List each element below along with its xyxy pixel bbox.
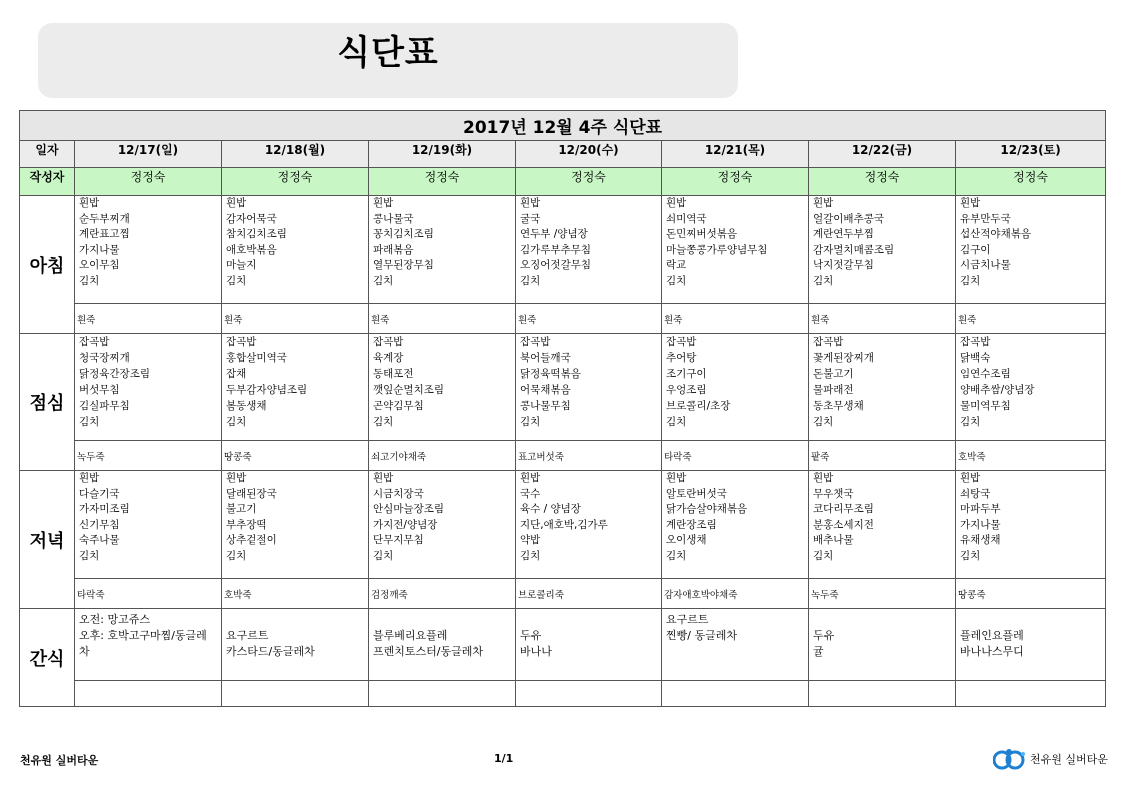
snack-item: 오전: 망고쥬스 [79, 613, 150, 626]
footer-page-number: 1/1 [494, 752, 514, 765]
snack-cell [516, 609, 662, 681]
porridge-cell: 표고버섯죽 [516, 441, 662, 471]
menu-item: 곤약김무침 [373, 400, 424, 412]
menu-item: 물파래전 [813, 384, 854, 396]
menu-item: 브로콜리/초장 [666, 400, 731, 412]
menu-item: 조기구이 [666, 368, 707, 380]
porridge-cell: 쇠고기야채죽 [369, 441, 516, 471]
menu-item: 김치 [373, 416, 394, 428]
snack-item [520, 612, 661, 628]
snack-item: 플레인요플레 [960, 629, 1024, 642]
meal-items-cell [662, 471, 809, 579]
menu-item: 락교 [666, 259, 687, 271]
menu-item: 김치 [813, 549, 834, 562]
meal-items-cell [956, 334, 1106, 441]
menu-item: 알토란버섯국 [666, 487, 727, 500]
meal-items-cell [222, 471, 369, 579]
porridge-cell: 땅콩죽 [956, 579, 1106, 609]
menu-item: 무우챗국 [813, 487, 854, 500]
snack-cell [662, 609, 809, 681]
menu-item: 잡곡밥 [79, 336, 110, 348]
menu-item: 마늘지 [226, 259, 257, 271]
porridge-cell: 타락죽 [662, 441, 809, 471]
menu-item: 김치 [960, 416, 981, 428]
footer-logo [993, 744, 1108, 774]
menu-item: 낙지젓갈무침 [813, 259, 874, 271]
menu-item: 깻잎순멸치조림 [373, 384, 445, 396]
cook-cell: 정정숙 [956, 168, 1106, 196]
meal-items-cell [956, 471, 1106, 579]
menu-item: 닭정육간장조림 [79, 368, 151, 380]
porridge-cell: 검정깨죽 [369, 579, 516, 609]
menu-item: 김치 [79, 274, 100, 287]
menu-item: 김치 [666, 274, 687, 287]
menu-item: 분홍소세지전 [813, 518, 874, 531]
menu-item: 청국장찌개 [79, 352, 130, 364]
snack-label: 간식 [20, 609, 75, 707]
meal-label: 점심 [20, 334, 75, 471]
meal-items-cell [809, 334, 956, 441]
meal-items-cell [516, 334, 662, 441]
snack-empty-cell [956, 681, 1106, 707]
menu-item: 동태포전 [373, 368, 414, 380]
menu-item: 김치 [960, 549, 981, 562]
date-cell: 12/17(일) [75, 141, 222, 168]
meal-items-cell [369, 471, 516, 579]
snack-item [373, 612, 515, 628]
meal-items-cell [369, 334, 516, 441]
menu-item: 김치 [79, 549, 100, 562]
cook-cell: 정정숙 [222, 168, 369, 196]
menu-item: 꽃게된장찌개 [813, 352, 874, 364]
menu-item: 계란장조림 [666, 518, 717, 531]
porridge-cell: 흰죽 [516, 304, 662, 334]
snack-empty-cell [75, 681, 222, 707]
menu-item: 김치 [226, 416, 247, 428]
meal-items-cell [809, 471, 956, 579]
snack-item [960, 612, 1105, 628]
snack-empty-cell [662, 681, 809, 707]
menu-item: 김구이 [960, 243, 991, 256]
menu-item: 육계장 [373, 352, 404, 364]
footer-org: 천유원 실버타운 [20, 754, 99, 767]
cook-cell: 정정숙 [662, 168, 809, 196]
cook-cell: 정정숙 [75, 168, 222, 196]
date-cell: 12/20(수) [516, 141, 662, 168]
menu-item: 파래볶음 [373, 243, 414, 256]
menu-item: 꽁치김치조림 [373, 228, 434, 240]
porridge-cell: 감자애호박야채죽 [662, 579, 809, 609]
snack-item: 두유 [520, 629, 542, 642]
menu-item: 섭산적야채볶음 [960, 228, 1032, 240]
menu-item: 지단,애호박,김가루 [520, 518, 608, 531]
porridge-cell: 흰죽 [222, 304, 369, 334]
menu-item: 열무된장무침 [373, 259, 434, 271]
menu-item: 흰밥 [960, 197, 981, 209]
menu-item: 두부감자양념조림 [226, 384, 308, 396]
cook-cell: 정정숙 [809, 168, 956, 196]
porridge-cell: 브로콜리죽 [516, 579, 662, 609]
menu-item: 오이생채 [666, 534, 707, 546]
menu-item: 흰밥 [79, 197, 100, 209]
date-cell: 12/19(화) [369, 141, 516, 168]
porridge-cell: 땅콩죽 [222, 441, 369, 471]
menu-item: 콩나물국 [373, 212, 414, 225]
menu-item: 흰밥 [226, 472, 247, 484]
snack-empty-cell [516, 681, 662, 707]
meal-items-cell [75, 471, 222, 579]
menu-item: 애호박볶음 [226, 243, 277, 256]
menu-item: 단무지무침 [373, 534, 424, 546]
porridge-cell: 팥죽 [809, 441, 956, 471]
menu-item: 가지나물 [960, 518, 1001, 531]
snack-cell [222, 609, 369, 681]
menu-item: 안심마늘장조림 [373, 503, 445, 515]
meal-items-cell [662, 196, 809, 304]
snack-item: 바나나스무디 [960, 645, 1024, 658]
menu-item: 유부만두국 [960, 212, 1011, 225]
menu-item: 시금치나물 [960, 259, 1011, 271]
porridge-cell: 호박죽 [956, 441, 1106, 471]
menu-item: 김실파무침 [79, 400, 130, 412]
snack-empty-cell [222, 681, 369, 707]
menu-item: 어묵채볶음 [520, 384, 571, 396]
menu-item: 추어탕 [666, 352, 697, 364]
menu-item: 임연수조림 [960, 368, 1011, 380]
menu-item: 계란표고찜 [79, 228, 130, 240]
snack-item: 요구르트 [666, 613, 709, 626]
snack-item: 요구르트 [226, 629, 269, 642]
menu-item: 김치 [226, 549, 247, 562]
menu-item: 동초무생채 [813, 400, 864, 412]
week-title: 2017년 12월 4주 식단표 [20, 111, 1106, 141]
menu-item: 약밥 [520, 534, 541, 546]
menu-item: 돈불고기 [813, 368, 854, 380]
meal-label: 저녁 [20, 471, 75, 609]
menu-item: 얼갈이배추콩국 [813, 212, 885, 225]
menu-item: 버섯무침 [79, 384, 120, 396]
menu-item: 잡곡밥 [960, 336, 991, 348]
menu-item: 잡곡밥 [520, 336, 551, 348]
menu-item: 김치 [813, 416, 834, 428]
menu-item: 상추겉절이 [226, 534, 277, 546]
menu-item: 가지전/양념장 [373, 518, 438, 531]
menu-item: 잡곡밥 [666, 336, 697, 348]
menu-item: 닭정육떡볶음 [520, 368, 581, 380]
porridge-cell: 녹두죽 [75, 441, 222, 471]
meal-items-cell [369, 196, 516, 304]
menu-item: 흰밥 [373, 472, 394, 484]
menu-item: 흰밥 [813, 197, 834, 209]
menu-item: 흰밥 [226, 197, 247, 209]
menu-item: 굴국 [520, 212, 541, 225]
meal-items-cell [75, 334, 222, 441]
menu-item: 유채생채 [960, 534, 1001, 546]
menu-item: 김치 [226, 274, 247, 287]
menu-item: 흰밥 [79, 472, 100, 484]
menu-item: 김가루부추무침 [520, 243, 592, 256]
date-cell: 12/23(토) [956, 141, 1106, 168]
porridge-cell: 흰죽 [662, 304, 809, 334]
menu-item: 마파두부 [960, 503, 1001, 515]
snack-item: 두유 [813, 629, 835, 642]
menu-item: 김치 [520, 416, 541, 428]
snack-item: 찐빵/ 동글레차 [666, 629, 737, 642]
meal-items-cell [222, 334, 369, 441]
org-logo-icon [993, 746, 1027, 772]
page-title: 식단표 [337, 33, 439, 73]
menu-item: 김치 [666, 549, 687, 562]
porridge-cell: 흰죽 [369, 304, 516, 334]
menu-item: 다슬기국 [79, 487, 120, 500]
menu-item: 계란연두부찜 [813, 228, 874, 240]
menu-item: 봄동생채 [226, 400, 267, 412]
menu-item: 돈민찌버섯볶음 [666, 228, 738, 240]
menu-item: 신기무침 [79, 518, 120, 531]
menu-item: 북어들깨국 [520, 352, 571, 364]
menu-item: 감자멸치매콤조림 [813, 243, 895, 256]
menu-item: 쇠미역국 [666, 212, 707, 225]
meal-items-cell [222, 196, 369, 304]
menu-item: 흰밥 [813, 472, 834, 484]
menu-item: 순두부찌개 [79, 212, 130, 225]
meal-items-cell [662, 334, 809, 441]
menu-item: 김치 [666, 416, 687, 428]
date-cell: 12/22(금) [809, 141, 956, 168]
porridge-cell: 흰죽 [75, 304, 222, 334]
cook-header-label: 작성자 [20, 168, 75, 196]
menu-item: 홍합살미역국 [226, 352, 287, 364]
menu-item: 김치 [813, 274, 834, 287]
snack-cell [369, 609, 516, 681]
title-banner [38, 23, 738, 98]
menu-item: 달래된장국 [226, 487, 277, 500]
menu-item: 물미역무침 [960, 400, 1011, 412]
logo-text: 천유원 실버타운 [1030, 753, 1108, 766]
menu-item: 배추나물 [813, 534, 854, 546]
snack-empty-cell [809, 681, 956, 707]
snack-item: 블루베리요플레 [373, 629, 448, 642]
porridge-cell: 흰죽 [809, 304, 956, 334]
menu-item: 불고기 [226, 503, 257, 515]
meal-items-cell [956, 196, 1106, 304]
snack-item [226, 612, 368, 628]
menu-item: 닭백숙 [960, 352, 991, 364]
snack-cell [956, 609, 1106, 681]
meal-items-cell [809, 196, 956, 304]
menu-item: 부추장떡 [226, 518, 267, 531]
menu-item: 오징어젓갈무침 [520, 259, 592, 271]
menu-item: 흰밥 [666, 197, 687, 209]
menu-item: 흰밥 [520, 472, 541, 484]
porridge-cell: 흰죽 [956, 304, 1106, 334]
menu-item: 흰밥 [666, 472, 687, 484]
menu-item: 양배추쌈/양념장 [960, 384, 1035, 396]
menu-item: 잡곡밥 [813, 336, 844, 348]
menu-item: 김치 [520, 274, 541, 287]
menu-item: 숙주나물 [79, 534, 120, 546]
menu-item: 쇠탕국 [960, 487, 991, 500]
menu-item: 마늘쫑콩가루양념무침 [666, 243, 768, 256]
menu-table [19, 110, 1106, 707]
snack-cell [809, 609, 956, 681]
meal-items-cell [75, 196, 222, 304]
snack-item: 프렌치토스터/동글레차 [373, 645, 483, 658]
menu-item: 김치 [79, 416, 100, 428]
menu-item: 코다리무조림 [813, 503, 874, 515]
menu-item: 가지나물 [79, 243, 120, 256]
porridge-cell: 녹두죽 [809, 579, 956, 609]
snack-item: 카스타드/동글레차 [226, 645, 315, 658]
menu-item: 잡곡밥 [226, 336, 257, 348]
snack-item: 차 [79, 645, 90, 658]
snack-cell [75, 609, 222, 681]
menu-item: 오이무침 [79, 259, 120, 271]
snack-empty-cell [369, 681, 516, 707]
snack-item [813, 612, 955, 628]
menu-item: 참치김치조림 [226, 228, 287, 240]
menu-item: 흰밥 [373, 197, 394, 209]
date-cell: 12/21(목) [662, 141, 809, 168]
date-header-label: 일자 [20, 141, 75, 168]
porridge-cell: 호박죽 [222, 579, 369, 609]
meal-label: 아침 [20, 196, 75, 334]
cook-cell: 정정숙 [516, 168, 662, 196]
menu-item: 육수 / 양념장 [520, 503, 581, 515]
menu-item: 김치 [520, 549, 541, 562]
menu-item: 잡곡밥 [373, 336, 404, 348]
meal-items-cell [516, 471, 662, 579]
date-cell: 12/18(월) [222, 141, 369, 168]
menu-item: 흰밥 [960, 472, 981, 484]
snack-item: 귤 [813, 645, 824, 658]
porridge-cell: 타락죽 [75, 579, 222, 609]
menu-item: 감자어묵국 [226, 212, 277, 225]
menu-item: 김치 [373, 549, 394, 562]
menu-item: 흰밥 [520, 197, 541, 209]
menu-item: 닭가슴살야채볶음 [666, 503, 748, 515]
menu-item: 김치 [373, 274, 394, 287]
menu-item: 국수 [520, 487, 541, 500]
menu-item: 콩나물무침 [520, 400, 571, 412]
menu-item: 잡채 [226, 368, 247, 380]
menu-item: 우엉조림 [666, 384, 707, 396]
menu-item: 시금치장국 [373, 487, 424, 500]
cook-cell: 정정숙 [369, 168, 516, 196]
menu-item: 김치 [960, 274, 981, 287]
menu-item: 가자미조림 [79, 503, 130, 515]
snack-item: 바나나 [520, 645, 552, 658]
menu-item: 연두부 /양념장 [520, 228, 588, 240]
meal-items-cell [516, 196, 662, 304]
snack-item: 오후: 호박고구마찜/동글레 [79, 629, 207, 642]
